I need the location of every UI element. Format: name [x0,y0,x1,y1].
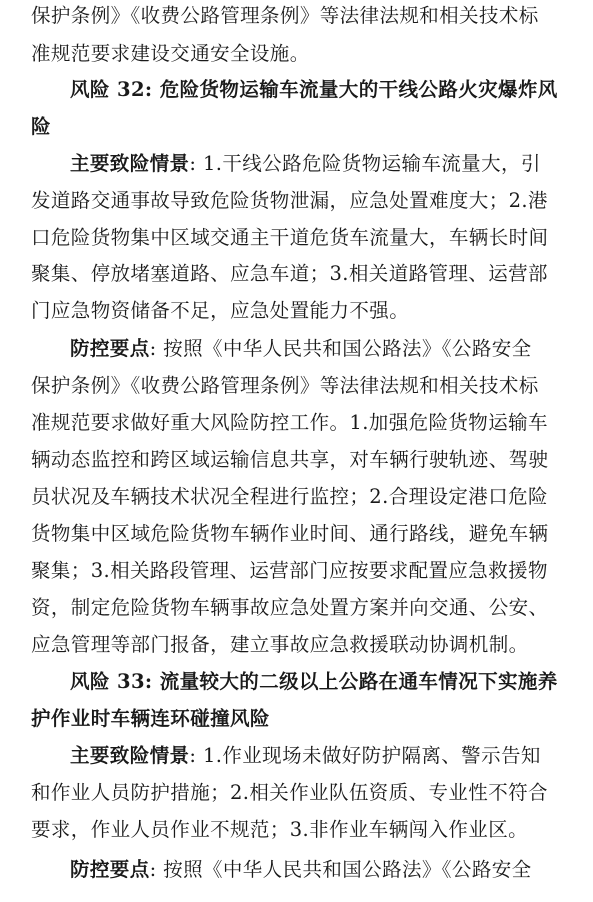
risk-32-heading: 风险 32: 危险货物运输车流量大的干线公路火灾爆炸风 [70,78,558,101]
risk-33-heading: 风险 33: 流量较大的二级以上公路在通车情况下实施养 [70,670,558,693]
control-label: 防控要点 [70,337,150,360]
body-line: 准规范要求建设交通安全设施。 [31,42,310,65]
risk-32-control-lead: 防控要点: 按照《中华人民共和国公路法》《公路安全 [70,337,532,360]
risk-32-scenario-lead: 主要致险情景: 1.干线公路危险货物运输车流量大，引 [70,152,541,175]
body-line: 发道路交通事故导致危险货物泄漏，应急处置难度大；2.港 [31,189,548,212]
body-line: 准规范要求做好重大风险防控工作。1.加强危险货物运输车 [31,411,548,434]
body-line: 门应急物资储备不足，应急处置能力不强。 [31,299,410,322]
body-line: 聚集；3.相关路段管理、运营部门应按要求配置应急救援物 [31,559,548,582]
body-line: 货物集中区域危险货物车辆作业时间、通行路线，避免车辆 [31,522,549,545]
body-line: 应急管理等部门报备，建立事故应急救援联动协调机制。 [31,633,529,656]
body-line: 保护条例》《收费公路管理条例》等法律法规和相关技术标 [31,4,539,27]
body-line: 和作业人员防护措施；2.相关作业队伍资质、专业性不符合 [31,781,548,804]
control-label: 防控要点 [70,858,150,881]
scenario-label: 主要致险情景 [70,744,190,767]
risk-33-control-lead: 防控要点: 按照《中华人民共和国公路法》《公路安全 [70,858,532,881]
body-line: 口危险货物集中区域交通主干道危货车流量大，车辆长时间 [31,226,549,249]
body-line: 要求，作业人员作业不规范；3.非作业车辆闯入作业区。 [31,818,529,841]
body-line: 保护条例》《收费公路管理条例》等法律法规和相关技术标 [31,374,539,397]
risk-32-heading-continued: 险 [31,115,51,138]
risk-33-scenario-lead: 主要致险情景: 1.作业现场未做好防护隔离、警示告知 [70,744,541,767]
body-line: 聚集、停放堵塞道路、应急车道；3.相关道路管理、运营部 [31,262,548,285]
body-line: 辆动态监控和跨区域运输信息共享，对车辆行驶轨迹、驾驶 [31,448,549,471]
body-line: 员状况及车辆技术状况全程进行监控；2.合理设定港口危险 [31,485,548,508]
scenario-label: 主要致险情景 [70,152,190,175]
body-line: 资，制定危险货物车辆事故应急处置方案并向交通、公安、 [31,596,549,619]
risk-33-heading-continued: 护作业时车辆连环碰撞风险 [31,707,270,730]
